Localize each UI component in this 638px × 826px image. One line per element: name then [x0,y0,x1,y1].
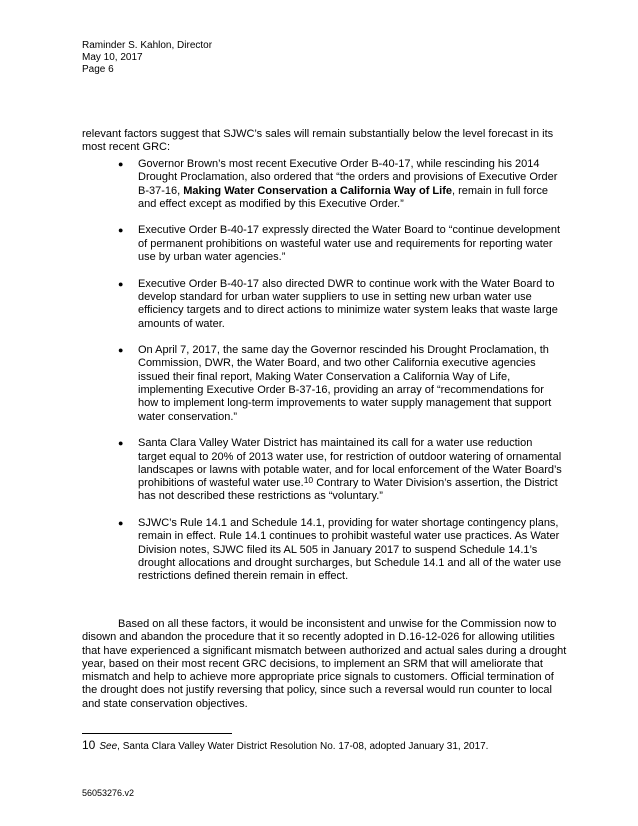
bullet-text: Executive Order B-40-17 also directed DWR to continue work with the Water Board to develop standard for urban water suppliers to use in setting new urban water use efficiency targets and to direct actions to minimize water system leaks that waste large amounts of water. [138,277,558,330]
bullet-icon: ● [118,518,124,529]
bullet-text-pre: Governor Brown’s most recent Executive Order B-40-17, while rescinding his 2014 Drought Proclamation, also ordered that “the orders and provisions of Executive Order B-37-16, [138,158,558,197]
bullet-item-rule-14-1 [118,517,562,583]
header-page-number: Page 6 [82,64,114,75]
bullet-item-dwr-directive [118,278,562,331]
footnote-reference[interactable]: 10 [303,475,314,486]
bullet-icon: ● [118,438,124,449]
bullet-text: Executive Order B-40-17 expressly directed the Water Board to “continue development of permanent prohibitions on wasteful water use and requirements for reporting water use by urban water agencies.” [138,224,561,264]
bullet-icon: ● [118,278,124,289]
letter-header [82,40,212,76]
bullet-text-pre: Santa Clara Valley Water District has maintained its call for a water use reduction target equal to 20% of 2013 water use, for restriction of outdoor watering of ornamental landscapes or lawns with potable water, and for local enforcement of the Water Board’s prohibitions of wasteful water use. [138,437,562,490]
conclusion-paragraph: Based on all these factors, it would be inconsistent and unwise for the Commission now to disown and abandon the procedure that it so recently adopted in D.16-12-026 for allowing utilities that have experienced a significant mismatch between authorized and actual sales during a drought year, based on their most recent GRC decisions, to implement an SRM that will ameliorate that mismatch and help to achieve more appropriate price signals to customers. Official termination of the drought does not justify reversing that policy, since such a reversal would run counter to local and state conservation objectives. [82,618,567,710]
header-author: Raminder S. Kahlon, Director [82,40,213,51]
factor-bullet-list [118,158,562,597]
bullet-icon: ● [118,159,124,169]
bullet-item-executive-order-b-40-17 [118,158,562,211]
intro-paragraph: relevant factors suggest that SJWC’s sales will remain substantially below the level forecast in its most recent GRC: [82,128,554,154]
document-id: 56053276.v2 [82,788,135,798]
bullet-item-final-report [118,344,562,424]
bullet-item-water-board-directive [118,224,562,264]
bullet-text-post: Contrary to Water Division’s assertion, the District has not described these restrictions as “voluntary.” [138,477,558,503]
header-date: May 10, 2017 [82,52,143,63]
footnote [82,739,562,753]
footnote-separator [82,733,232,734]
bullet-text: SJWC’s Rule 14.1 and Schedule 14.1, providing for water shortage contingency plans, remain in effect. Rule 14.1 continues to prohibit wasteful water use practices. As Water Division notes, SJWC filed its AL 505 in January 2017 to suspend Schedule 14.1’s drought allocations and drought surcharges, but Schedule 14.1 and all of the water use restrictions defined therein remain in effect. [138,517,562,583]
bullet-text-post: , remain in full force and effect except as modified by this Executive Order.” [138,184,548,210]
bullet-text-bold-title: Making Water Conservation a California Way of Life [183,184,452,197]
bullet-text: On April 7, 2017, the same day the Governor rescinded his Drought Proclamation, th Commission, DWR, the Water Board, and two other California executive agencies issued their final report, Making Water Conservation a California Way of Life, implementing Executive Order B-37-16, providing an array of “recommendations for how to implement long-term improvements to water supply management that support water conservation.” [138,344,552,423]
footnote-see: See [99,741,118,752]
footnote-text: , Santa Clara Valley Water District Resolution No. 17-08, adopted January 31, 2017. [117,741,489,752]
bullet-icon: ● [118,225,124,236]
bullet-item-santa-clara-district [118,437,562,503]
bullet-icon: ● [118,345,124,356]
footnote-number: 10 [82,738,96,752]
